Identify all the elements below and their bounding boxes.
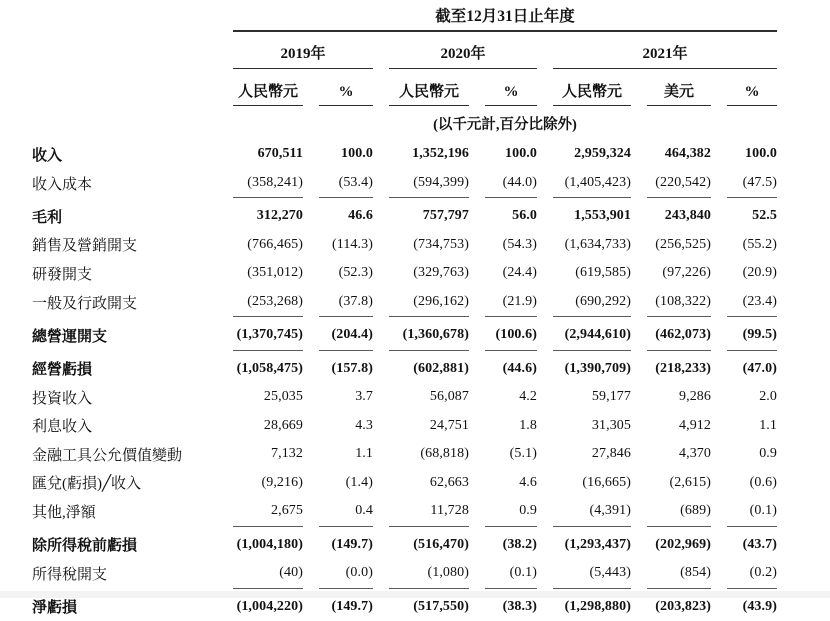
year-header-2021: 2021年 — [553, 32, 777, 69]
cell-value: (99.5) — [727, 317, 777, 351]
cell-value: (1.4) — [319, 469, 373, 498]
cell-value: 757,797 — [389, 198, 469, 231]
table-row — [32, 469, 777, 498]
cell-value: 4.6 — [485, 469, 537, 498]
table-body — [32, 140, 777, 621]
cell-value: (218,233) — [647, 351, 711, 384]
cell-value: 3.7 — [319, 383, 373, 412]
cell-value: (149.7) — [319, 589, 373, 621]
cell-value: 9,286 — [647, 383, 711, 412]
cell-value: (47.5) — [727, 169, 777, 199]
cell-value: 464,382 — [647, 140, 711, 169]
cell-value: (594,399) — [389, 169, 469, 199]
cell-value: (100.6) — [485, 317, 537, 351]
cell-value: (1,298,880) — [553, 589, 631, 621]
table-row — [32, 140, 777, 169]
cell-value: (16,665) — [553, 469, 631, 498]
cell-value: (37.8) — [319, 288, 373, 318]
cell-value: (358,241) — [233, 169, 303, 199]
cell-value: 24,751 — [389, 412, 469, 441]
cell-value: (516,470) — [389, 527, 469, 560]
cell-value: (1,360,678) — [389, 317, 469, 351]
spacer-cell — [32, 32, 217, 69]
table-row — [32, 527, 777, 560]
cell-value: (24.4) — [485, 259, 537, 288]
cell-value: (0.2) — [727, 559, 777, 589]
cell-value: (52.3) — [319, 259, 373, 288]
cell-value: 0.9 — [727, 440, 777, 469]
cell-value: 25,035 — [233, 383, 303, 412]
cell-value: (854) — [647, 559, 711, 589]
cell-value: 4,912 — [647, 412, 711, 441]
cell-value: (44.0) — [485, 169, 537, 199]
cell-value: 4.3 — [319, 412, 373, 441]
cell-value: (1,058,475) — [233, 351, 303, 384]
cell-value: (149.7) — [319, 527, 373, 560]
cell-value: 670,511 — [233, 140, 303, 169]
row-label: 除所得稅前虧損 — [32, 527, 217, 560]
cell-value: 56.0 — [485, 198, 537, 231]
row-label: 其他,淨額 — [32, 497, 217, 527]
cell-value: (47.0) — [727, 351, 777, 384]
spacer-cell — [32, 106, 217, 140]
cell-value: 59,177 — [553, 383, 631, 412]
table-row — [32, 497, 777, 527]
cell-value: 2,959,324 — [553, 140, 631, 169]
cell-value: 7,132 — [233, 440, 303, 469]
cell-value: 52.5 — [727, 198, 777, 231]
cell-value: (97,226) — [647, 259, 711, 288]
table-row — [32, 351, 777, 384]
cell-value: (1,405,423) — [553, 169, 631, 199]
row-label: 銷售及營銷開支 — [32, 231, 217, 260]
cell-value: (1,634,733) — [553, 231, 631, 260]
cell-value: (204.4) — [319, 317, 373, 351]
table-title: 截至12月31日止年度 — [233, 0, 777, 32]
cell-value: 0.4 — [319, 497, 373, 527]
units-note-row — [32, 106, 777, 140]
col-header-pct-2020: % — [485, 69, 537, 106]
cell-value: (55.2) — [727, 231, 777, 260]
income-statement-table — [16, 0, 793, 621]
cell-value: (203,823) — [647, 589, 711, 621]
cell-value: (602,881) — [389, 351, 469, 384]
row-label: 金融工具公允價值變動 — [32, 440, 217, 469]
col-header-usd-2021: 美元 — [647, 69, 711, 106]
cell-value: (1,293,437) — [553, 527, 631, 560]
cell-value: (38.3) — [485, 589, 537, 621]
row-label: 淨虧損 — [32, 589, 217, 621]
cell-value: 100.0 — [319, 140, 373, 169]
table-row — [32, 288, 777, 318]
col-header-pct-2019: % — [319, 69, 373, 106]
row-label: 匯兌(虧損)╱收入 — [32, 469, 217, 498]
row-label: 投資收入 — [32, 383, 217, 412]
row-label: 總營運開支 — [32, 317, 217, 351]
col-header-rmb-2019: 人民幣元 — [233, 69, 303, 106]
table-row — [32, 169, 777, 199]
cell-value: 0.9 — [485, 497, 537, 527]
table-row — [32, 383, 777, 412]
cell-value: (114.3) — [319, 231, 373, 260]
cell-value: (462,073) — [647, 317, 711, 351]
cell-value: (0.6) — [727, 469, 777, 498]
cell-value: (690,292) — [553, 288, 631, 318]
cell-value: (4,391) — [553, 497, 631, 527]
cell-value: (253,268) — [233, 288, 303, 318]
table-row — [32, 412, 777, 441]
row-label: 一般及行政開支 — [32, 288, 217, 318]
row-label: 研發開支 — [32, 259, 217, 288]
cell-value: 4.2 — [485, 383, 537, 412]
cell-value: 62,663 — [389, 469, 469, 498]
cell-value: 28,669 — [233, 412, 303, 441]
cell-value: 100.0 — [485, 140, 537, 169]
cell-value: 2,675 — [233, 497, 303, 527]
cell-value: (351,012) — [233, 259, 303, 288]
cell-value: (44.6) — [485, 351, 537, 384]
cell-value: (0.0) — [319, 559, 373, 589]
cell-value: (0.1) — [727, 497, 777, 527]
cell-value: (766,465) — [233, 231, 303, 260]
cell-value: (43.7) — [727, 527, 777, 560]
cell-value: (54.3) — [485, 231, 537, 260]
column-headers-row — [32, 69, 777, 106]
cell-value: (43.9) — [727, 589, 777, 621]
table-row — [32, 559, 777, 589]
cell-value: 312,270 — [233, 198, 303, 231]
cell-value: (2,615) — [647, 469, 711, 498]
cell-value: (108,322) — [647, 288, 711, 318]
cell-value: 1,352,196 — [389, 140, 469, 169]
col-header-rmb-2020: 人民幣元 — [389, 69, 469, 106]
row-label: 所得稅開支 — [32, 559, 217, 589]
page-bottom-edge — [0, 591, 830, 598]
cell-value: 46.6 — [319, 198, 373, 231]
cell-value: (5,443) — [553, 559, 631, 589]
cell-value: (1,004,180) — [233, 527, 303, 560]
cell-value: (157.8) — [319, 351, 373, 384]
cell-value: 100.0 — [727, 140, 777, 169]
cell-value: (202,969) — [647, 527, 711, 560]
cell-value: (734,753) — [389, 231, 469, 260]
cell-value: (68,818) — [389, 440, 469, 469]
row-label: 毛利 — [32, 198, 217, 231]
table-row — [32, 440, 777, 469]
cell-value: (53.4) — [319, 169, 373, 199]
cell-value: 56,087 — [389, 383, 469, 412]
year-headers-row — [32, 32, 777, 69]
cell-value: (9,216) — [233, 469, 303, 498]
cell-value: (1,370,745) — [233, 317, 303, 351]
spacer-cell — [32, 0, 217, 32]
year-header-2019: 2019年 — [233, 32, 373, 69]
cell-value: 27,846 — [553, 440, 631, 469]
year-header-2020: 2020年 — [389, 32, 537, 69]
cell-value: 11,728 — [389, 497, 469, 527]
cell-value: 31,305 — [553, 412, 631, 441]
cell-value: (1,080) — [389, 559, 469, 589]
spacer-cell — [32, 69, 217, 106]
table-row — [32, 198, 777, 231]
row-label: 收入 — [32, 140, 217, 169]
col-header-pct-2021: % — [727, 69, 777, 106]
cell-value: (329,763) — [389, 259, 469, 288]
table-row — [32, 231, 777, 260]
cell-value: (1,390,709) — [553, 351, 631, 384]
units-note: (以千元計,百分比除外) — [233, 106, 777, 140]
cell-value: (296,162) — [389, 288, 469, 318]
cell-value: 1.1 — [727, 412, 777, 441]
row-label: 經營虧損 — [32, 351, 217, 384]
cell-value: (5.1) — [485, 440, 537, 469]
row-label: 收入成本 — [32, 169, 217, 199]
col-header-rmb-2021: 人民幣元 — [553, 69, 631, 106]
cell-value: 1,553,901 — [553, 198, 631, 231]
cell-value: (40) — [233, 559, 303, 589]
cell-value: 4,370 — [647, 440, 711, 469]
cell-value: 2.0 — [727, 383, 777, 412]
cell-value: (517,550) — [389, 589, 469, 621]
cell-value: (2,944,610) — [553, 317, 631, 351]
cell-value: 243,840 — [647, 198, 711, 231]
cell-value: (220,542) — [647, 169, 711, 199]
cell-value: (256,525) — [647, 231, 711, 260]
table-row — [32, 317, 777, 351]
table-row — [32, 259, 777, 288]
row-label: 利息收入 — [32, 412, 217, 441]
cell-value: (0.1) — [485, 559, 537, 589]
cell-value: (619,585) — [553, 259, 631, 288]
cell-value: 1.1 — [319, 440, 373, 469]
cell-value: 1.8 — [485, 412, 537, 441]
table-title-row — [32, 0, 777, 32]
cell-value: (38.2) — [485, 527, 537, 560]
cell-value: (20.9) — [727, 259, 777, 288]
cell-value: (1,004,220) — [233, 589, 303, 621]
cell-value: (23.4) — [727, 288, 777, 318]
cell-value: (689) — [647, 497, 711, 527]
cell-value: (21.9) — [485, 288, 537, 318]
